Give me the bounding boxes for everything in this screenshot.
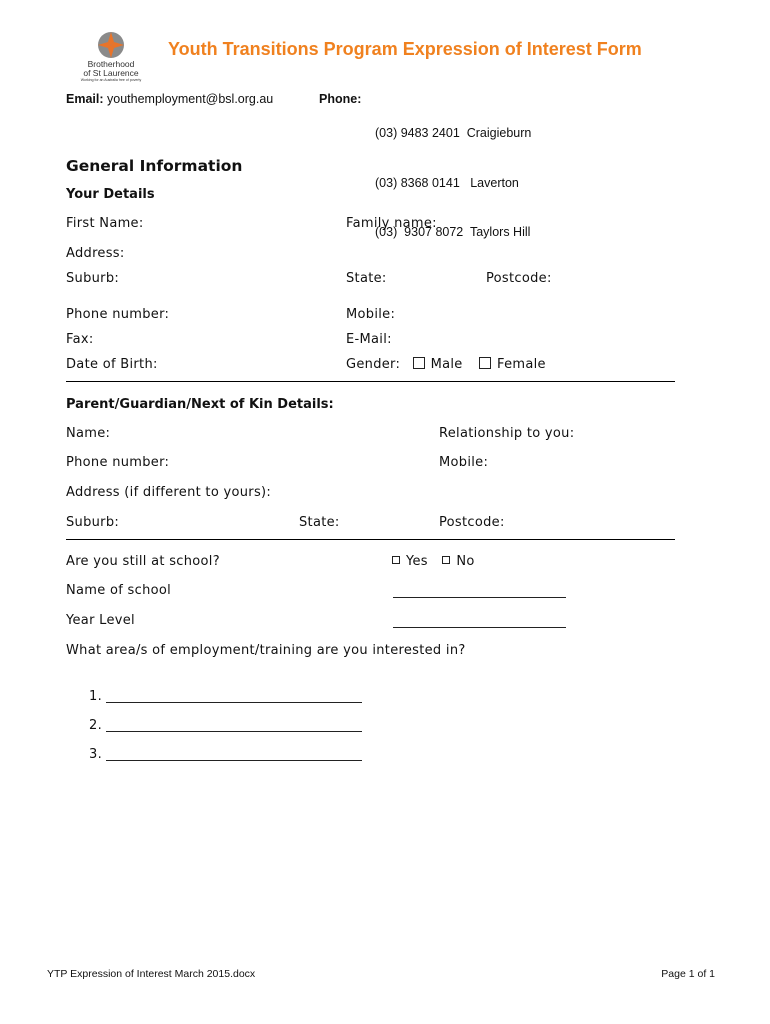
male-label: Male <box>430 357 463 372</box>
logo-emblem-icon <box>96 30 126 60</box>
no-label: No <box>456 554 475 569</box>
phone-craigieburn: (03) 9483 2401 Craigieburn <box>375 126 532 140</box>
guardian-state-label: State: <box>299 515 340 530</box>
female-checkbox[interactable] <box>479 357 491 369</box>
yes-label: Yes <box>406 554 428 569</box>
school-name-label: Name of school <box>66 583 172 598</box>
interest-question: What area/s of employment/training are you interested in? <box>66 643 466 658</box>
footer-filename: YTP Expression of Interest March 2015.docx <box>47 968 256 980</box>
at-school-question: Are you still at school? <box>66 554 220 569</box>
general-info-heading: General Information <box>66 157 243 175</box>
interest-item-blank[interactable] <box>106 760 362 761</box>
address-label: Address: <box>66 246 125 261</box>
section-divider <box>66 381 675 382</box>
year-level-blank[interactable] <box>393 627 566 628</box>
dob-label: Date of Birth: <box>66 357 158 372</box>
guardian-mobile-label: Mobile: <box>439 455 489 470</box>
school-no-option[interactable] <box>442 554 474 569</box>
school-yes-option[interactable] <box>392 554 428 569</box>
section-divider <box>66 539 675 540</box>
gender-male-option[interactable] <box>413 357 463 372</box>
interest-item-number: 1. <box>89 689 103 704</box>
family-name-label: Family name: <box>346 216 437 231</box>
email-field-label: E-Mail: <box>346 332 392 347</box>
state-label: State: <box>346 271 387 286</box>
guardian-phone-label: Phone number: <box>66 455 170 470</box>
org-logo <box>78 30 144 82</box>
phone-label: Phone: <box>319 92 362 106</box>
first-name-label: First Name: <box>66 216 144 231</box>
guardian-suburb-label: Suburb: <box>66 515 120 530</box>
guardian-postcode-label: Postcode: <box>439 515 505 530</box>
interest-item-number: 2. <box>89 718 103 733</box>
year-level-label: Year Level <box>66 613 135 628</box>
male-checkbox[interactable] <box>413 357 425 369</box>
org-name-line1: Brotherhood <box>87 59 135 69</box>
org-tagline: Working for an Australia free of poverty <box>80 78 142 82</box>
female-label: Female <box>497 357 546 372</box>
postcode-label: Postcode: <box>486 271 552 286</box>
school-name-blank[interactable] <box>393 597 566 598</box>
guardian-address-label: Address (if different to yours): <box>66 485 272 500</box>
phone-taylors-hill: (03) 9307 8072 Taylors Hill <box>375 225 531 239</box>
interest-item-number: 3. <box>89 747 103 762</box>
email-line <box>66 92 273 106</box>
no-checkbox[interactable] <box>442 556 450 564</box>
phone-laverton: (03) 8368 0141 Laverton <box>375 175 519 190</box>
footer-page-number: Page 1 of 1 <box>661 968 715 980</box>
suburb-label: Suburb: <box>66 271 120 286</box>
guardian-name-label: Name: <box>66 426 111 441</box>
relationship-label: Relationship to you: <box>439 426 575 441</box>
guardian-heading: Parent/Guardian/Next of Kin Details: <box>66 397 334 412</box>
interest-item-blank[interactable] <box>106 702 362 703</box>
phone-number-label: Phone number: <box>66 307 170 322</box>
form-title: Youth Transitions Program Expression of Interest Form <box>168 39 642 59</box>
org-name-line2: of St Laurence <box>83 68 139 78</box>
email-value[interactable]: youthemployment@bsl.org.au <box>107 92 274 106</box>
your-details-heading: Your Details <box>66 187 155 202</box>
gender-row <box>346 357 546 372</box>
interest-item-blank[interactable] <box>106 731 362 732</box>
gender-label: Gender: <box>346 357 401 372</box>
email-label: Email: <box>66 92 104 106</box>
mobile-label: Mobile: <box>346 307 396 322</box>
fax-label: Fax: <box>66 332 94 347</box>
gender-female-option[interactable] <box>479 357 546 372</box>
phone-list <box>375 92 531 257</box>
yes-checkbox[interactable] <box>392 556 400 564</box>
at-school-options <box>392 554 475 569</box>
